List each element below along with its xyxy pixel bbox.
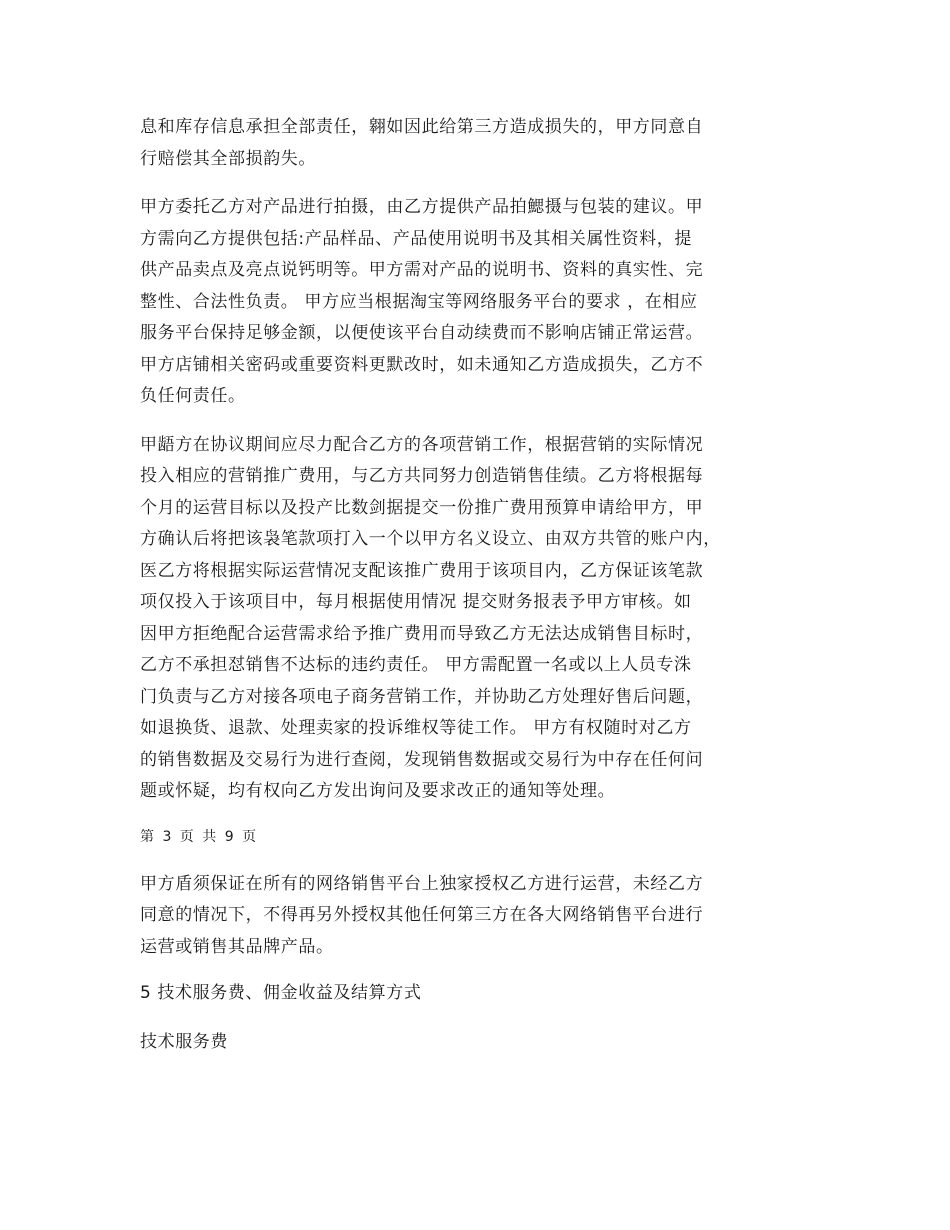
text-line: 门负责与乙方对接各项电子商务营销工作，并协助乙方处理好售后问题， [140, 686, 704, 707]
text-line: 服务平台保持足够金额，以便使该平台自动续费而不影响店铺正常运营。 [140, 323, 704, 343]
document-page [140, 112, 830, 1058]
text-line: 息和库存信息承担全部责任，翱如因此给第三方造成损失的，甲方同意自 [140, 117, 704, 137]
text-line: 的销售数据及交易行为进行查阅，发现销售数据或交易行为中存在任何问 [140, 749, 704, 770]
text-line: 个月的运营目标以及投产比数剑据提交一份推广费用预算申请给甲方，甲 [140, 497, 704, 518]
text-line: 同意的情况下，不得再另外授权其他任何第三方在各大网络销售平台进行 [140, 905, 704, 925]
text-line: 投入相应的营销推广费用，与乙方共同努力创造销售佳绩。乙方将根据每 [140, 466, 704, 486]
text-line: 甲方店铺相关密码或重要资料更默改时，如未通知乙方造成损失，乙方不 [140, 354, 704, 375]
text-line: 因甲方拒绝配合运营需求给予推广费用而导致乙方无法达成销售目标时， [140, 623, 704, 644]
text-line: 整性、合法性负责。 甲方应当根据淘宝等网络服务平台的要求 ，在相应 [140, 291, 698, 312]
subheading: 技术服务费 [140, 1032, 228, 1052]
section-heading: 5 技术服务费、佣金收益及结算方式 [140, 983, 422, 1003]
text-line: 方需向乙方提供包括:产品样品、产品使用说明书及其相关属性资料，提 [140, 228, 692, 249]
text-line: 甲方委托乙方对产品进行拍摄，由乙方提供产品拍鰓摄与包装的建议。甲 [140, 197, 704, 217]
page-number-footer: 第 3 页 共 9 页 [140, 828, 259, 845]
paragraph-1 [140, 112, 830, 175]
text-line: 运营或销售其品牌产品。 [140, 936, 334, 957]
text-line: 行赔偿其全部损韵失。 [140, 148, 316, 169]
text-line: 如退换货、退款、处理卖家的投诉维权等徒工作。 甲方有权随时对乙方 [140, 718, 692, 738]
text-line: 题或怀疑，均有权向乙方发出询问及要求改正的通知等处理。 [140, 781, 616, 801]
paragraph-2 [140, 192, 830, 413]
paragraph-4 [140, 869, 830, 964]
paragraph-3 [140, 430, 830, 808]
text-line: 项仅投入于该项目中，每月根据使用情况 提交财务报表予甲方审核。如 [140, 592, 692, 612]
text-line: 负任何责任。 [140, 386, 246, 406]
text-line: 甲方盾须保证在所有的网络销售平台上独家授权乙方进行运营，未经乙方 [140, 873, 704, 894]
text-line: 医乙方将根据实际运营情况支配该推广费用于该项目内，乙方保证该笔款 [140, 560, 704, 581]
text-line: 方确认后将把该袅笔款项打入一个以甲方名义设立、由双方共管的账户内， [140, 529, 721, 549]
text-line: 甲龉方在协议期间应尽力配合乙方的各项营销工作，根据营销的实际情况 [140, 434, 704, 455]
text-line: 乙方不承担怼销售不达标的违约责任。 甲方需配置一名或以上人员专洙 [140, 655, 692, 675]
text-line: 供产品卖点及亮点说钙明等。甲方需对产品的说明书、资料的真实性、完 [140, 260, 704, 280]
